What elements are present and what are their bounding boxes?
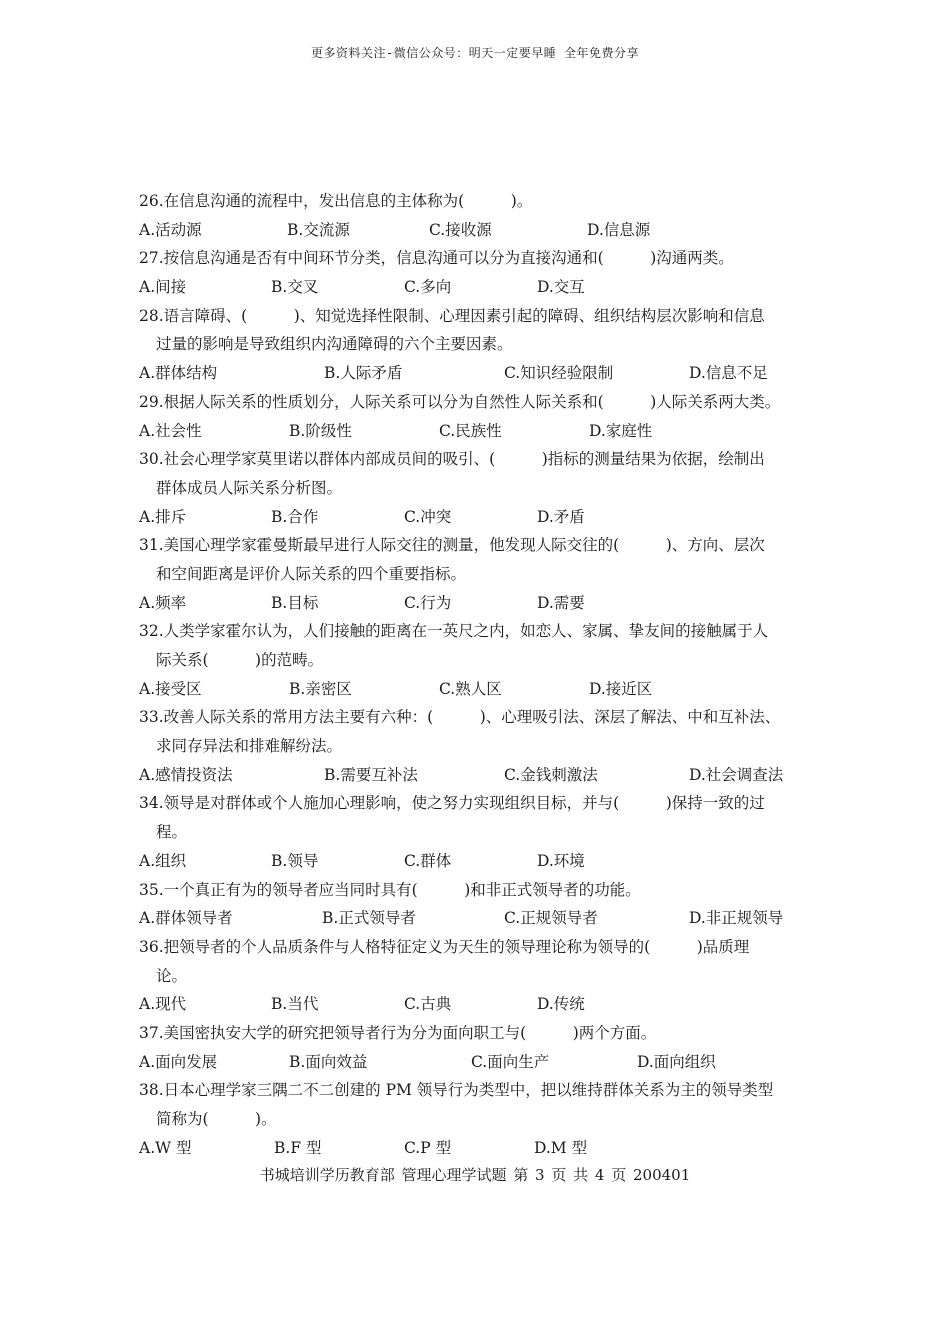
question-text: 32.人类学家霍尔认为，人们接触的距离在一英尺之内，如恋人、家属、挚友间的接触属于人 [139,622,769,641]
option-a: A.活动源 [139,220,202,239]
option-a: A.面向发展 [139,1052,218,1071]
option-c: C.古典 [404,995,452,1014]
option-d: D.社会调查法 [689,765,784,784]
option-b: B.阶级性 [289,421,352,440]
question-item [139,1076,819,1162]
answer-options [139,417,819,446]
question-item [139,933,819,1019]
option-c: C.金钱刺激法 [504,765,598,784]
question-text: 31.美国心理学家霍曼斯最早进行人际交往的测量，他发现人际交往的( )、方向、层次 [139,536,765,555]
question-item [139,302,819,388]
question-text: 33.改善人际关系的常用方法主要有六种：( )、心理吸引法、深层了解法、中和互补法、 [139,708,781,727]
option-d: D.面向组织 [637,1052,716,1071]
option-b: B.正式领导者 [322,909,416,928]
option-a: A.现代 [139,995,187,1014]
option-d: D.家庭性 [589,421,653,440]
answer-options [139,503,819,532]
option-b: B.人际矛盾 [324,364,403,383]
option-c: C.正规领导者 [504,909,598,928]
question-text-continued: 和空间距离是评价人际关系的四个重要指标。 [156,564,467,583]
option-b: B.当代 [271,995,319,1014]
question-list [139,187,819,1162]
question-text: 28.语言障碍、( )、知觉选择性限制、心理因素引起的障碍、组织结构层次影响和信息 [139,306,765,325]
question-item [139,876,819,933]
answer-options [139,1134,819,1163]
question-text: 35.一个真正有为的领导者应当同时具有( )和非正式领导者的功能。 [139,880,641,899]
question-text-continued: 际关系( )的范畴。 [156,651,324,669]
question-item [139,445,819,531]
question-text-continued: 群体成员人际关系分析图。 [156,478,343,497]
option-b: B.F 型 [274,1138,322,1157]
option-b: B.目标 [271,593,319,612]
answer-options [139,359,819,388]
option-c: C.面向生产 [471,1052,550,1071]
option-d: D.矛盾 [537,507,585,526]
answer-options [139,589,819,618]
answer-options [139,904,819,933]
question-item [139,703,819,789]
option-c: C.民族性 [439,421,502,440]
option-b: B.需要互补法 [324,765,418,784]
option-d: D.交互 [537,278,585,297]
option-c: C.多向 [404,278,452,297]
option-d: D.非正规领导 [689,909,784,928]
question-text: 36.把领导者的个人品质条件与人格特征定义为天生的领导理论称为领导的( )品质理 [139,937,750,956]
option-c: C.知识经验限制 [504,364,614,383]
option-c: C.行为 [404,593,452,612]
question-text: 26.在信息沟通的流程中，发出信息的主体称为( )。 [139,192,533,210]
option-b: B.领导 [271,851,319,870]
option-d: D.信息源 [587,220,651,239]
option-a: A.W 型 [139,1138,192,1157]
question-text-continued: 求同存异法和排难解纷法。 [156,737,343,756]
option-c: C.P 型 [404,1138,452,1157]
answer-options [139,847,819,876]
question-text: 38.日本心理学家三隅二不二创建的 PM 领导行为类型中，把以维持群体关系为主的领导类型 [139,1081,774,1100]
question-text: 29.根据人际关系的性质划分，人际关系可以分为自然性人际关系和( )人际关系两大类。 [139,392,781,411]
option-d: D.需要 [537,593,585,612]
option-a: A.间接 [139,278,187,297]
option-c: C.接收源 [429,220,492,239]
page-footer: 书城培训学历教育部 管理心理学试题 第 3 页 共 4 页 200401 [259,1166,691,1184]
answer-options [139,216,819,245]
question-text-continued: 论。 [156,966,188,985]
question-text-continued: 过量的影响是导致组织内沟通障碍的六个主要因素。 [156,335,513,354]
answer-options [139,761,819,790]
question-text: 27.按信息沟通是否有中间环节分类，信息沟通可以分为直接沟通和( )沟通两类。 [139,249,734,268]
question-text: 30.社会心理学家莫里诺以群体内部成员间的吸引、( )指标的测量结果为依据，绘制出 [139,450,765,469]
option-b: B.合作 [271,507,319,526]
question-text: 34.领导是对群体或个人施加心理影响，使之努力实现组织目标，并与( )保持一致的过 [139,794,765,813]
option-d: D.环境 [537,851,585,870]
question-item [139,1019,819,1076]
option-a: A.频率 [139,593,187,612]
page-header: 更多资料关注-微信公众号：明天一定要早睡 全年免费分享 [311,46,639,60]
option-c: C.冲突 [404,507,452,526]
option-a: A.组织 [139,851,187,870]
option-a: A.群体结构 [139,364,218,383]
question-text-continued: 简称为( )。 [156,1110,277,1128]
answer-options [139,990,819,1019]
option-a: A.排斥 [139,507,187,526]
option-b: B.亲密区 [289,679,352,698]
option-c: C.熟人区 [439,679,502,698]
answer-options [139,1048,819,1077]
question-item [139,244,819,301]
question-item [139,617,819,703]
question-text: 37.美国密执安大学的研究把领导者行为分为面向职工与( )两个方面。 [139,1023,657,1042]
option-b: B.交流源 [287,220,350,239]
option-d: D.传统 [537,995,585,1014]
option-d: D.M 型 [534,1138,588,1157]
option-d: D.信息不足 [689,364,768,383]
option-a: A.社会性 [139,421,202,440]
answer-options [139,675,819,704]
answer-options [139,273,819,302]
option-c: C.群体 [404,851,452,870]
question-item [139,388,819,445]
option-a: A.接受区 [139,679,202,698]
question-item [139,789,819,875]
option-a: A.群体领导者 [139,909,233,928]
option-a: A.感情投资法 [139,765,233,784]
option-b: B.面向效益 [289,1052,368,1071]
question-item [139,187,819,244]
question-text-continued: 程。 [156,823,188,842]
option-d: D.接近区 [589,679,653,698]
option-b: B.交叉 [271,278,319,297]
question-item [139,531,819,617]
